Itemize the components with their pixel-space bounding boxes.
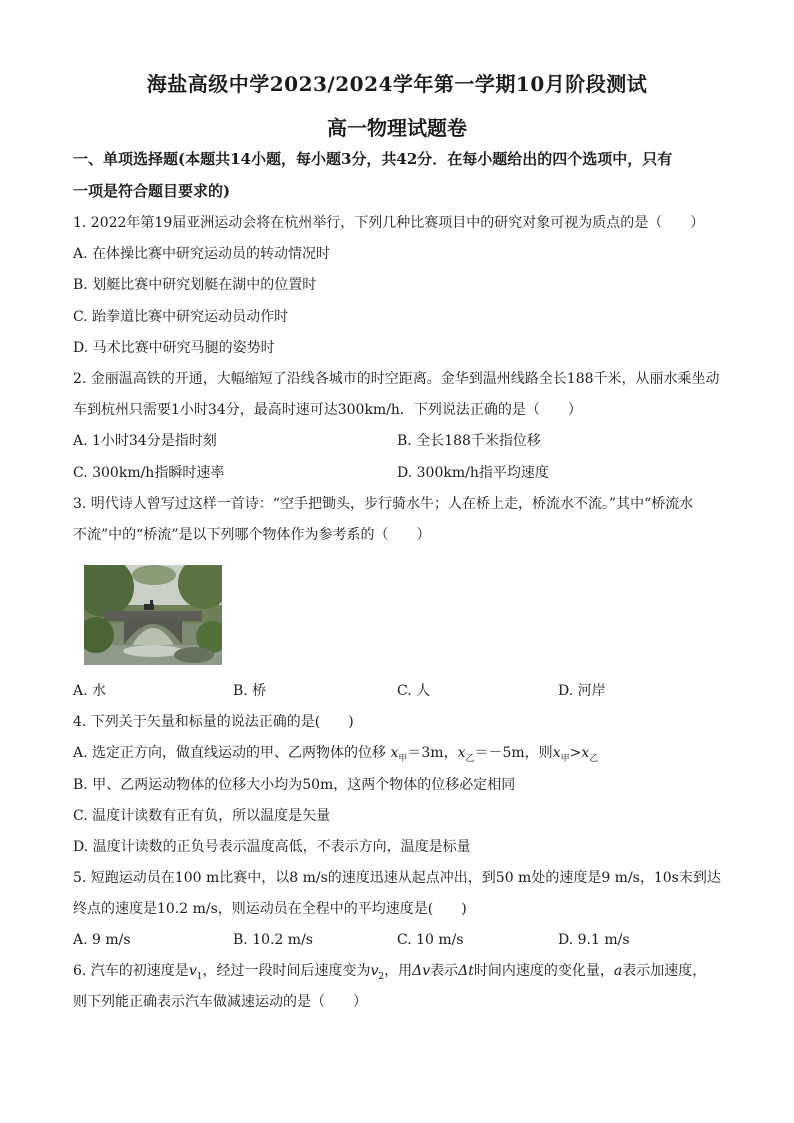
q5-option-c: C. 10 m/s xyxy=(397,932,464,948)
q1-option-a: A. 在体操比赛中研究运动员的转动情况时 xyxy=(73,246,331,262)
q5-stem-line2: 终点的速度是10.2 m/s，则运动员在全程中的平均速度是( ) xyxy=(73,901,467,917)
q6-var-a: a xyxy=(613,963,623,979)
q4-var-x4: x xyxy=(581,745,590,761)
q2-stem-line2: 车到杭州只需要1小时34分，最高时速可达300km/h．下列说法正确的是（ ） xyxy=(73,402,582,418)
q6-sub-2: 2 xyxy=(378,971,385,982)
q6-stem-line2: 则下列能正确表示汽车做减速运动的是（ ） xyxy=(73,994,367,1010)
q4-eq1: ＝3m， xyxy=(407,745,458,761)
q4-var-x3: x xyxy=(552,745,561,761)
q2-option-b: B. 全长188千米指位移 xyxy=(397,433,541,449)
q6-text-5: 时间内速度的变化量， xyxy=(473,963,614,979)
q4-sub-jia: 甲 xyxy=(398,753,408,764)
q6-text-3: ，用 xyxy=(384,963,413,979)
q4-option-d: D. 温度计读数的正负号表示温度高低，不表示方向，温度是标量 xyxy=(73,839,471,855)
q6-var-v1: v xyxy=(188,963,197,979)
q4-var-x: x xyxy=(390,745,399,761)
q6-text-2: ，经过一段时间后速度变为 xyxy=(202,963,371,979)
q4-sub-yi2: 乙 xyxy=(589,753,599,764)
q6-var-dv: Δv xyxy=(412,963,431,979)
q3-option-d: D. 河岸 xyxy=(558,683,606,699)
q5-option-b: B. 10.2 m/s xyxy=(233,932,313,948)
q6-stem-line1 xyxy=(73,962,706,986)
q4-option-a-text: A. 选定正方向，做直线运动的甲、乙两物体的位移 xyxy=(73,745,387,761)
q5-option-a: A. 9 m/s xyxy=(73,932,131,948)
q4-var-x2: x xyxy=(457,745,466,761)
q6-text-1: 6. 汽车的初速度是 xyxy=(73,963,189,979)
q6-sub-1: 1 xyxy=(196,971,203,982)
q4-option-a xyxy=(73,744,598,768)
q2-option-d: D. 300km/h指平均速度 xyxy=(397,465,549,481)
q1-option-b: B. 划艇比赛中研究划艇在湖中的位置时 xyxy=(73,277,317,293)
q4-option-b: B. 甲、乙两运动物体的位移大小均为50m，这两个物体的位移必定相同 xyxy=(73,777,516,793)
q4-sub-yi: 乙 xyxy=(465,753,475,764)
q4-option-c: C. 温度计读数有正有负，所以温度是矢量 xyxy=(73,808,331,824)
q6-text-4: 表示 xyxy=(430,963,459,979)
q3-option-c: C. 人 xyxy=(397,683,431,699)
q4-stem: 4. 下列关于矢量和标量的说法正确的是( ) xyxy=(73,714,354,730)
q4-gt: > xyxy=(569,745,582,761)
exam-subtitle: 高一物理试题卷 xyxy=(327,116,467,140)
q3-option-b: B. 桥 xyxy=(233,683,267,699)
q2-stem-line1: 2. 金丽温高铁的开通，大幅缩短了沿线各城市的时空距离。金华到温州线路全长188千米，从丽水乘坐动 xyxy=(73,371,720,387)
q4-eq2: ＝－5m，则 xyxy=(474,745,553,761)
q6-var-dt: Δt xyxy=(458,963,474,979)
q6-var-v2: v xyxy=(370,963,379,979)
exam-title: 海盐高级中学2023/2024学年第一学期10月阶段测试 xyxy=(146,72,648,96)
q1-stem: 1. 2022年第19届亚洲运动会将在杭州举行，下列几种比赛项目中的研究对象可视为质点的是（ ） xyxy=(73,215,705,231)
q2-option-c: C. 300km/h指瞬时速率 xyxy=(73,465,225,481)
q3-option-a: A. 水 xyxy=(73,683,107,699)
section-heading-line2: 一项是符合题目要求的) xyxy=(73,182,231,200)
q1-option-c: C. 跆拳道比赛中研究运动员动作时 xyxy=(73,309,289,325)
q1-option-d: D. 马术比赛中研究马腿的姿势时 xyxy=(73,340,275,356)
stone-bridge-photo xyxy=(84,565,222,665)
q5-option-d: D. 9.1 m/s xyxy=(558,932,630,948)
q6-text-6: 表示加速度， xyxy=(622,963,707,979)
q4-sub-jia2: 甲 xyxy=(560,753,570,764)
q3-stem-line1: 3. 明代诗人曾写过这样一首诗：“空手把锄头，步行骑水牛；人在桥上走，桥流水不流。”其中“桥流水 xyxy=(73,496,694,512)
q3-stem-line2: 不流”中的“桥流”是以下列哪个物体作为参考系的（ ） xyxy=(73,527,431,543)
q5-stem-line1: 5. 短跑运动员在100 m比赛中，以8 m/s的速度迅速从起点冲出，到50 m处的速度是9 m/s，10s末到达 xyxy=(73,870,721,886)
q2-option-a: A. 1小时34分是指时刻 xyxy=(73,433,217,449)
section-heading-line1: 一、单项选择题(本题共14小题，每小题3分，共42分．在每小题给出的四个选项中，只有 xyxy=(73,150,673,168)
